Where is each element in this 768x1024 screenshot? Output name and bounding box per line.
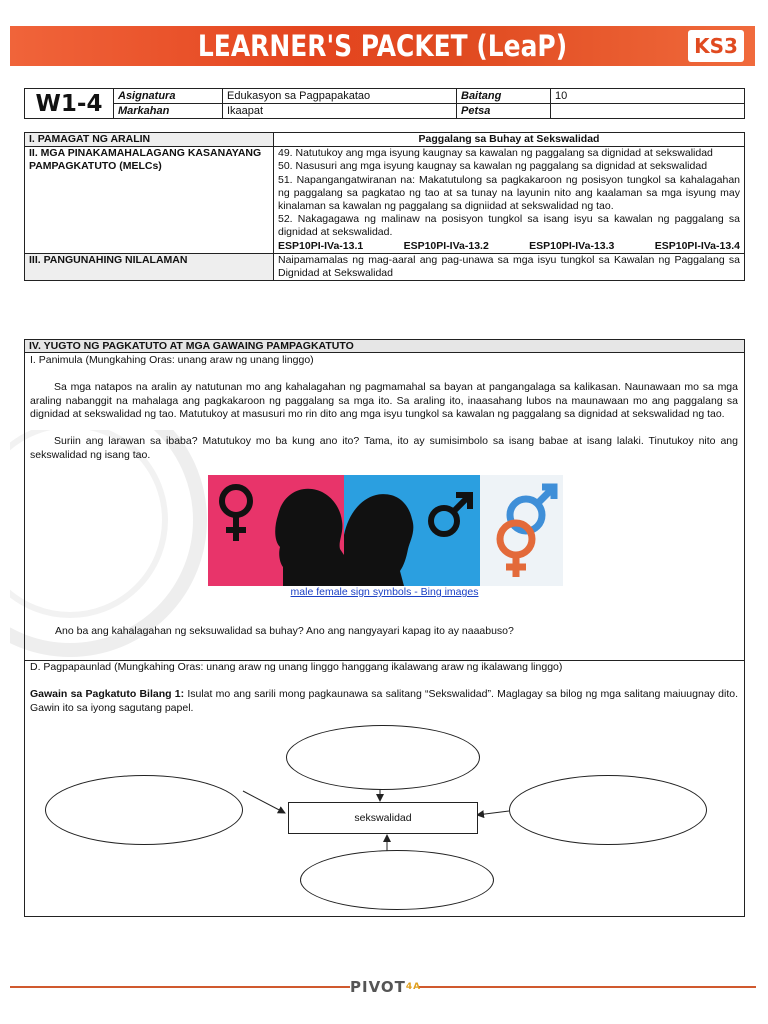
- answer-circle-right[interactable]: [509, 775, 707, 845]
- panimula-title: I. Panimula (Mungkahing Oras: unang araw ng unang linggo): [30, 354, 314, 366]
- image-source-link[interactable]: male female sign symbols - Bing images: [290, 586, 479, 598]
- info-table: [24, 88, 745, 119]
- petsa-label: Petsa: [457, 104, 551, 119]
- melc-item: 52. Nakagagawa ng malinaw na posisyon tungkol sa isang isyu sa kawalan ng paggalang sa dignidad at sekswalidad.: [278, 213, 740, 239]
- pamagat-label: I. PAMAGAT NG ARALIN: [25, 133, 274, 147]
- nilalaman-value: Naipamamalas ng mag-aaral ang pag-unawa sa mga isyu tungkol sa Kawalan ng Paggalang sa Dignidad at Sekswalidad: [274, 253, 745, 280]
- melc-table: [24, 132, 745, 281]
- gender-symbols-image: [208, 475, 563, 586]
- melc-code: ESP10PI-IVa-13.1: [278, 239, 364, 252]
- melc-code: ESP10PI-IVa-13.4: [654, 239, 740, 252]
- answer-circle-bottom[interactable]: [300, 850, 494, 910]
- pivot-logo-text: PIVOT: [350, 978, 406, 996]
- section-iv: [24, 339, 745, 917]
- female-silhouette-icon: [275, 489, 344, 586]
- arrow-right: [477, 811, 509, 815]
- nilalaman-label: III. PANGUNAHING NILALAMAN: [25, 253, 274, 280]
- markahan-label: Markahan: [114, 104, 223, 119]
- melc-code: ESP10PI-IVa-13.3: [529, 239, 615, 252]
- melc-item: 49. Natutukoy ang mga isyung kaugnay sa kawalan ng paggalang sa dignidad at sekswalidad: [278, 147, 713, 160]
- arrow-left: [243, 791, 285, 813]
- asignatura-label: Asignatura: [114, 89, 223, 104]
- pagpapaunlad-title: D. Pagpapaunlad (Mungkahing Oras: unang araw ng unang linggo hanggang ikalawang araw ng ikalawang linggo): [30, 661, 563, 673]
- pamagat-value: Paggalang sa Buhay at Sekswalidad: [274, 133, 745, 147]
- melc-label: II. MGA PINAKAMAHALAGANG KASANAYANG PAMPAGKATUTO (MELCs): [25, 147, 274, 254]
- ks-badge: KS3: [688, 30, 744, 62]
- question-text: Ano ba ang kahalagahan ng seksuwalidad sa buhay? Ano ang nangyayari kapag ito ay naaabuso?: [55, 625, 514, 637]
- center-word-box: sekswalidad: [288, 802, 478, 834]
- pivot-logo: [350, 976, 422, 998]
- melc-item: 51. Napangangatwiranan na: Makatutulong sa pagkakaroon ng posisyon tungkol sa kahalagahan ng paggalang sa pagkatao ng tao at sa tunay na layunin nito ang kaalaman sa mga isyung may kinalaman sa kawalan ng paggalang sa digniidad at sekswalidad ng tao.: [278, 173, 740, 213]
- melc-code: ESP10PI-IVa-13.2: [403, 239, 489, 252]
- petsa-value: [551, 104, 745, 119]
- answer-circle-left[interactable]: [45, 775, 243, 845]
- page-title: LEARNER'S PACKET (LeaP): [197, 29, 568, 63]
- panimula-paragraph-1: Sa mga natapos na aralin ay natutunan mo ang kahalagahan ng pagmamahal sa bayan at pangangalaga sa kalikasan. Naunawaan mo sa mga araling nabanggit na mahalaga ang pagkakaroon ng paggalang sa mga ito. Sa araling ito, inaasahang lubos na maunawaan mo ang paggalang sa dignidad at sekswalidad ng tao. Matutukoy at masusuri mo rin dito ang mga isyu tungkol sa kawalan ng paggalang sa dignidad at sekswalidad ng tao.: [30, 381, 738, 421]
- melc-codes: [278, 240, 740, 253]
- melc-item: 50. Nasusuri ang mga isyung kaugnay sa kawalan ng paggalang sa dignidad at sekswalidad: [278, 160, 708, 173]
- header-banner: [10, 26, 755, 66]
- gawain-instructions: [30, 688, 738, 715]
- markahan-value: Ikaapat: [223, 104, 457, 119]
- gawain-text: Isulat mo ang sarili mong pagkaunawa sa salitang “Sekswalidad”. Maglagay sa bilog ng mga salitang maiuugnay dito. Gawin ito sa iyong sagutang papel.: [30, 688, 738, 714]
- answer-circle-top[interactable]: [286, 725, 480, 790]
- asignatura-value: Edukasyon sa Pagpapakatao: [223, 89, 457, 104]
- section-iv-heading: IV. YUGTO NG PAGKATUTO AT MGA GAWAING PAMPAGKATUTO: [25, 340, 744, 353]
- panimula-paragraph-2: Suriin ang larawan sa ibaba? Matutukoy mo ba kung ano ito? Tama, ito ay sumisimbolo sa isang babae at isang lalaki. Tinutukoy nito ang sekswalidad ng isang tao.: [30, 435, 738, 461]
- gawain-label: Gawain sa Pagkatuto Bilang 1:: [30, 688, 185, 700]
- baitang-value: 10: [551, 89, 745, 104]
- pivot-logo-accent: 4A: [405, 982, 422, 992]
- melc-list: [274, 147, 745, 254]
- baitang-label: Baitang: [457, 89, 551, 104]
- week-code: W1-4: [25, 89, 114, 119]
